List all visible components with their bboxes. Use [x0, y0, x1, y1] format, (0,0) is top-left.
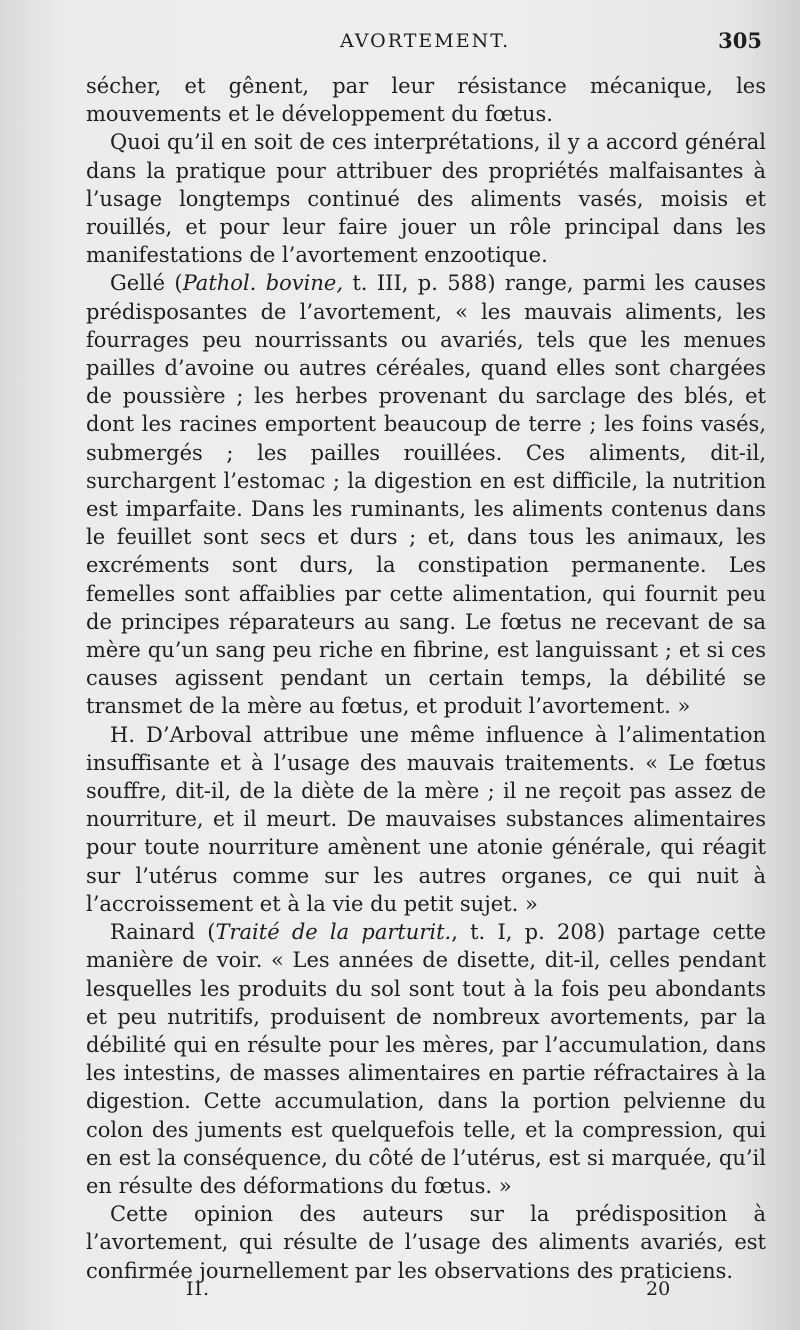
paragraph: sécher, et gênent, par leur résistance mécanique, les mouvements et le développement du fœtus.	[86, 74, 766, 127]
paragraph-lead: Gellé (	[110, 271, 183, 296]
running-head	[0, 28, 800, 58]
paragraph-lead: Rainard (	[110, 920, 216, 945]
paragraph	[86, 918, 766, 1200]
running-title: AVORTEMENT.	[340, 30, 511, 52]
page-number: 305	[718, 28, 762, 53]
paragraph: Cette opinion des auteurs sur la prédisposition à l’avortement, qui résulte de l’usage des aliments avariés, est confirmée journellement par les observations des praticiens.	[86, 1202, 766, 1283]
paragraph: Quoi qu’il en soit de ces interprétations, il y a accord général dans la pratique pour attribuer des propriétés malfaisantes à l’usage longtemps continué des aliments vasés, moisis et rouillés, et pour leur faire jouer un rôle principal dans les manifestations de l’avortement enzootique.	[86, 130, 766, 268]
paragraph-rest: t. III, p. 588) range, parmi les causes prédisposantes de l’avortement, « les mauvais aliments, les fourrages peu nourrissants ou avariés, tels que les menues pailles d’avoine ou autres céréales, quand elles sont chargées de poussière ; les herbes provenant du sarclage des blés, et dont les racines emportent beaucoup de terre ; les foins vasés, submergés ; les pailles rouillées. Ces aliments, dit-il, surchargent l’estomac ; la digestion en est difficile, la nutrition est imparfaite. Dans les ruminants, les aliments contenus dans le feuillet sont secs et durs ; et, dans tous les animaux, les excréments sont durs, la constipation permanente. Les femelles sont affaiblies par cette alimentation, qui fournit peu de principes réparateurs au sang. Le fœtus ne recevant de sa mère qu’un sang peu riche en fibrine, est languissant ; et si ces causes agissent pendant un certain temps, la débilité se transmet de la mère au fœtus, et produit l’avortement. »	[86, 271, 766, 719]
page-footer	[0, 1278, 800, 1308]
sheet-number: 20	[646, 1278, 671, 1300]
body-text	[86, 72, 766, 1285]
citation-title: Pathol. bovine,	[182, 271, 343, 296]
paragraph	[86, 269, 766, 720]
signature-mark: II.	[186, 1278, 211, 1300]
paragraph-rest: , t. I, p. 208) partage cette manière de voir. « Les années de disette, dit-il, celles pendant lesquelles les produits du sol sont tout à la fois peu abondants et peu nutritifs, produisent de nombreux avortements, par la débilité qui en résulte pour les mères, par l’accumulation, dans les intestins, de masses alimentaires en partie réfractaires à la digestion. Cette accumulation, dans la portion pelvienne du colon des juments est quelquefois telle, et la compression, qui en est la conséquence, du côté de l’utérus, est si marquée, qu’il en résulte des déformations du fœtus. »	[86, 920, 766, 1198]
paragraph: H. D’Arboval attribue une même influence à l’alimentation insuffisante et à l’usage des mauvais traitements. « Le fœtus souffre, dit-il, de la diète de la mère ; il ne reçoit pas assez de nourriture, et il meurt. De mauvaises substances alimentaires pour toute nourriture amènent une atonie générale, qui réagit sur l’utérus comme sur les autres organes, ce qui nuit à l’accroissement et à la vie du petit sujet. »	[86, 722, 766, 916]
citation-title: Traité de la parturit.	[215, 920, 452, 945]
